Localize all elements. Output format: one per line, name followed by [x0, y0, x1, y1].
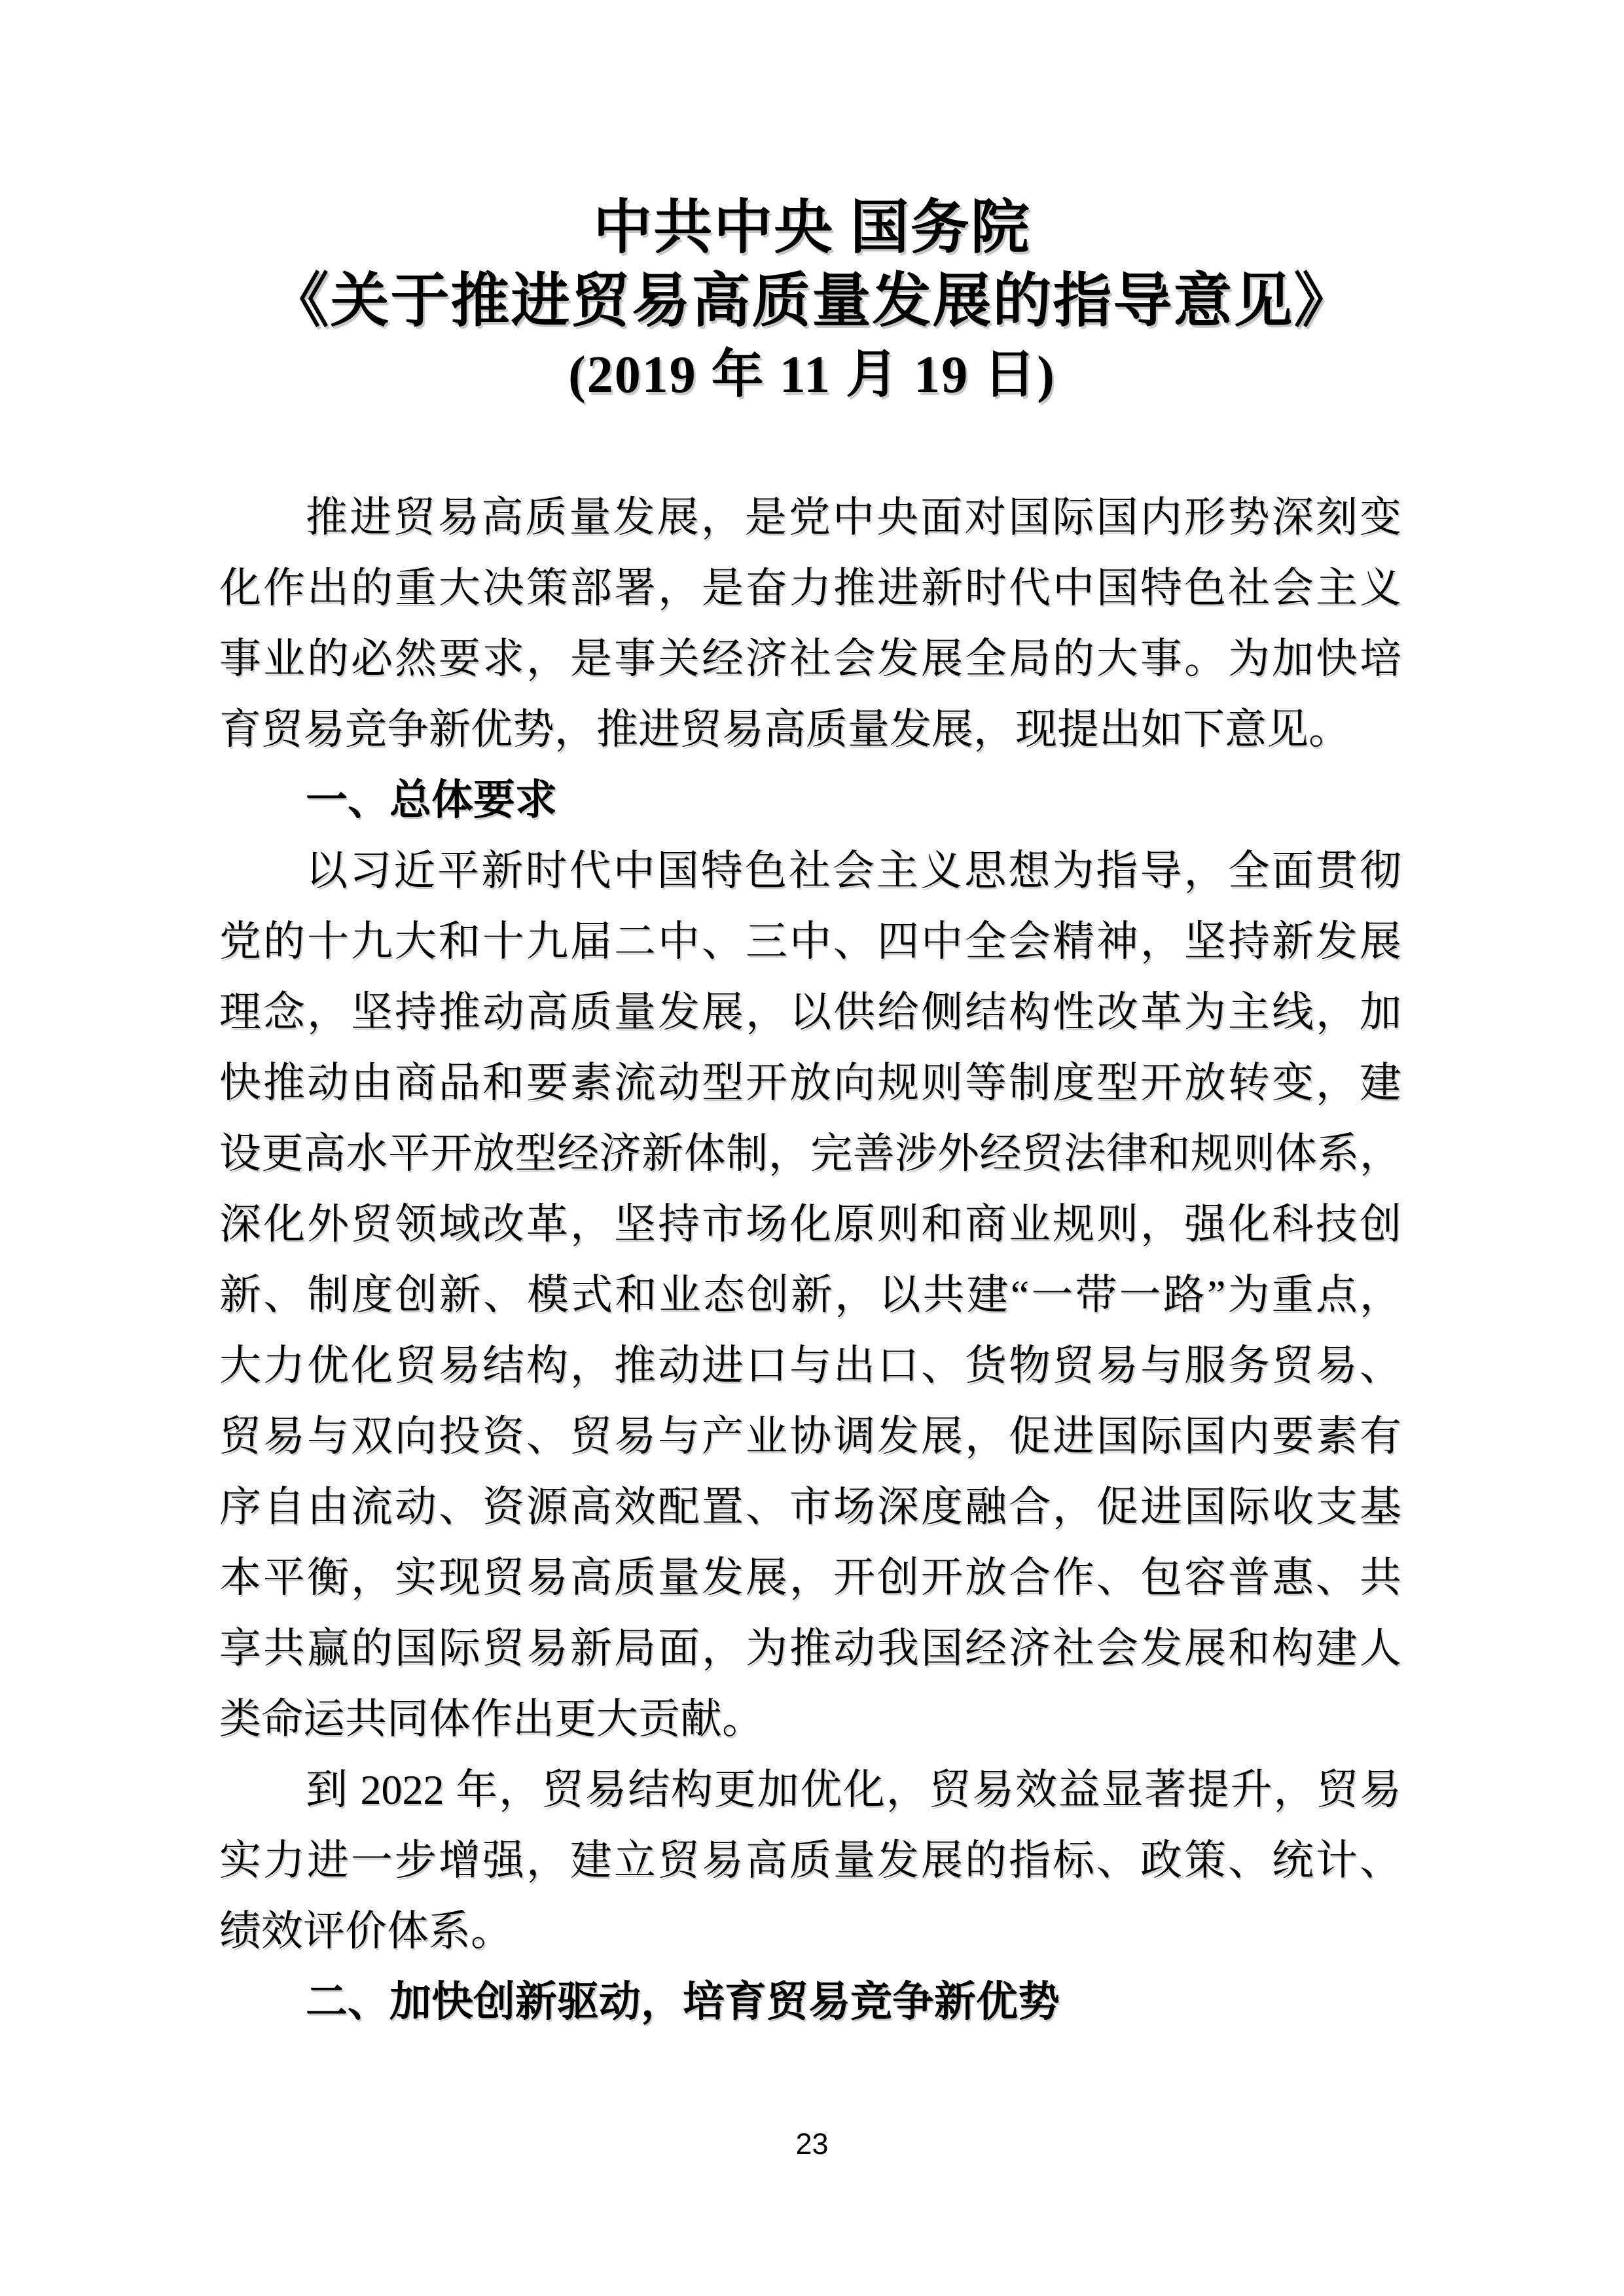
text-line: 育贸易竞争新优势，推进贸易高质量发展，现提出如下意见。 — [219, 706, 1350, 753]
text-line: 类命运共同体作出更大贡献。 — [219, 1696, 764, 1742]
paragraph-2022-goal — [219, 1755, 1401, 1967]
paragraph-intro — [219, 482, 1401, 765]
text-line: 事业的必然要求，是事关经济社会发展全局的大事。为加快培 — [219, 636, 1401, 682]
page-number: 23 — [795, 2127, 829, 2161]
text-line: 大力优化贸易结构，推动进口与出口、货物贸易与服务贸易、 — [219, 1342, 1401, 1389]
text-line: 理念，坚持推动高质量发展，以供给侧结构性改革为主线，加 — [219, 989, 1401, 1035]
paragraph-guiding-ideology — [219, 836, 1401, 1755]
text-line: 快推动由商品和要素流动型开放向规则等制度型开放转变，建 — [219, 1060, 1401, 1106]
text-line: 实力进一步增强，建立贸易高质量发展的指标、政策、统计、 — [219, 1837, 1401, 1884]
text-line: 绩效评价体系。 — [219, 1908, 513, 1954]
text-line: 新、制度创新、模式和业态创新，以共建“一带一路”为重点， — [219, 1272, 1401, 1318]
text-line: 推进贸易高质量发展，是党中央面对国际国内形势深刻变 — [306, 494, 1401, 541]
title-line-date: (2019 年 11 月 19 日) — [568, 346, 1056, 404]
text-line: 以习近平新时代中国特色社会主义思想为指导，全面贯彻 — [306, 848, 1401, 894]
text-line: 序自由流动、资源高效配置、市场深度融合，促进国际收支基 — [219, 1484, 1401, 1530]
section-heading-2: 二、加快创新驱动，培育贸易竞争新优势 — [306, 1979, 1060, 2025]
text-line: 化作出的重大决策部署，是奋力推进新时代中国特色社会主义 — [219, 565, 1401, 611]
section-heading-1: 一、总体要求 — [306, 777, 557, 823]
title-line-issuer: 中共中央 国务院 — [593, 196, 1031, 260]
title-line-name: 《关于推进贸易高质量发展的指导意见》 — [270, 269, 1354, 334]
text-line: 深化外贸领域改革，坚持市场化原则和商业规则，强化科技创 — [219, 1201, 1401, 1247]
text-line: 享共赢的国际贸易新局面，为推动我国经济社会发展和构建人 — [219, 1625, 1401, 1672]
text-line: 到 2022 年，贸易结构更加优化，贸易效益显著提升，贸易 — [306, 1767, 1401, 1813]
document-title — [0, 192, 1624, 412]
text-line: 贸易与双向投资、贸易与产业协调发展，促进国际国内要素有 — [219, 1413, 1401, 1460]
text-line: 本平衡，实现贸易高质量发展，开创开放合作、包容普惠、共 — [219, 1554, 1401, 1601]
document-body — [219, 482, 1401, 2037]
text-line: 设更高水平开放型经济新体制，完善涉外经贸法律和规则体系， — [219, 1130, 1401, 1177]
text-line: 党的十九大和十九届二中、三中、四中全会精神，坚持新发展 — [219, 918, 1401, 965]
